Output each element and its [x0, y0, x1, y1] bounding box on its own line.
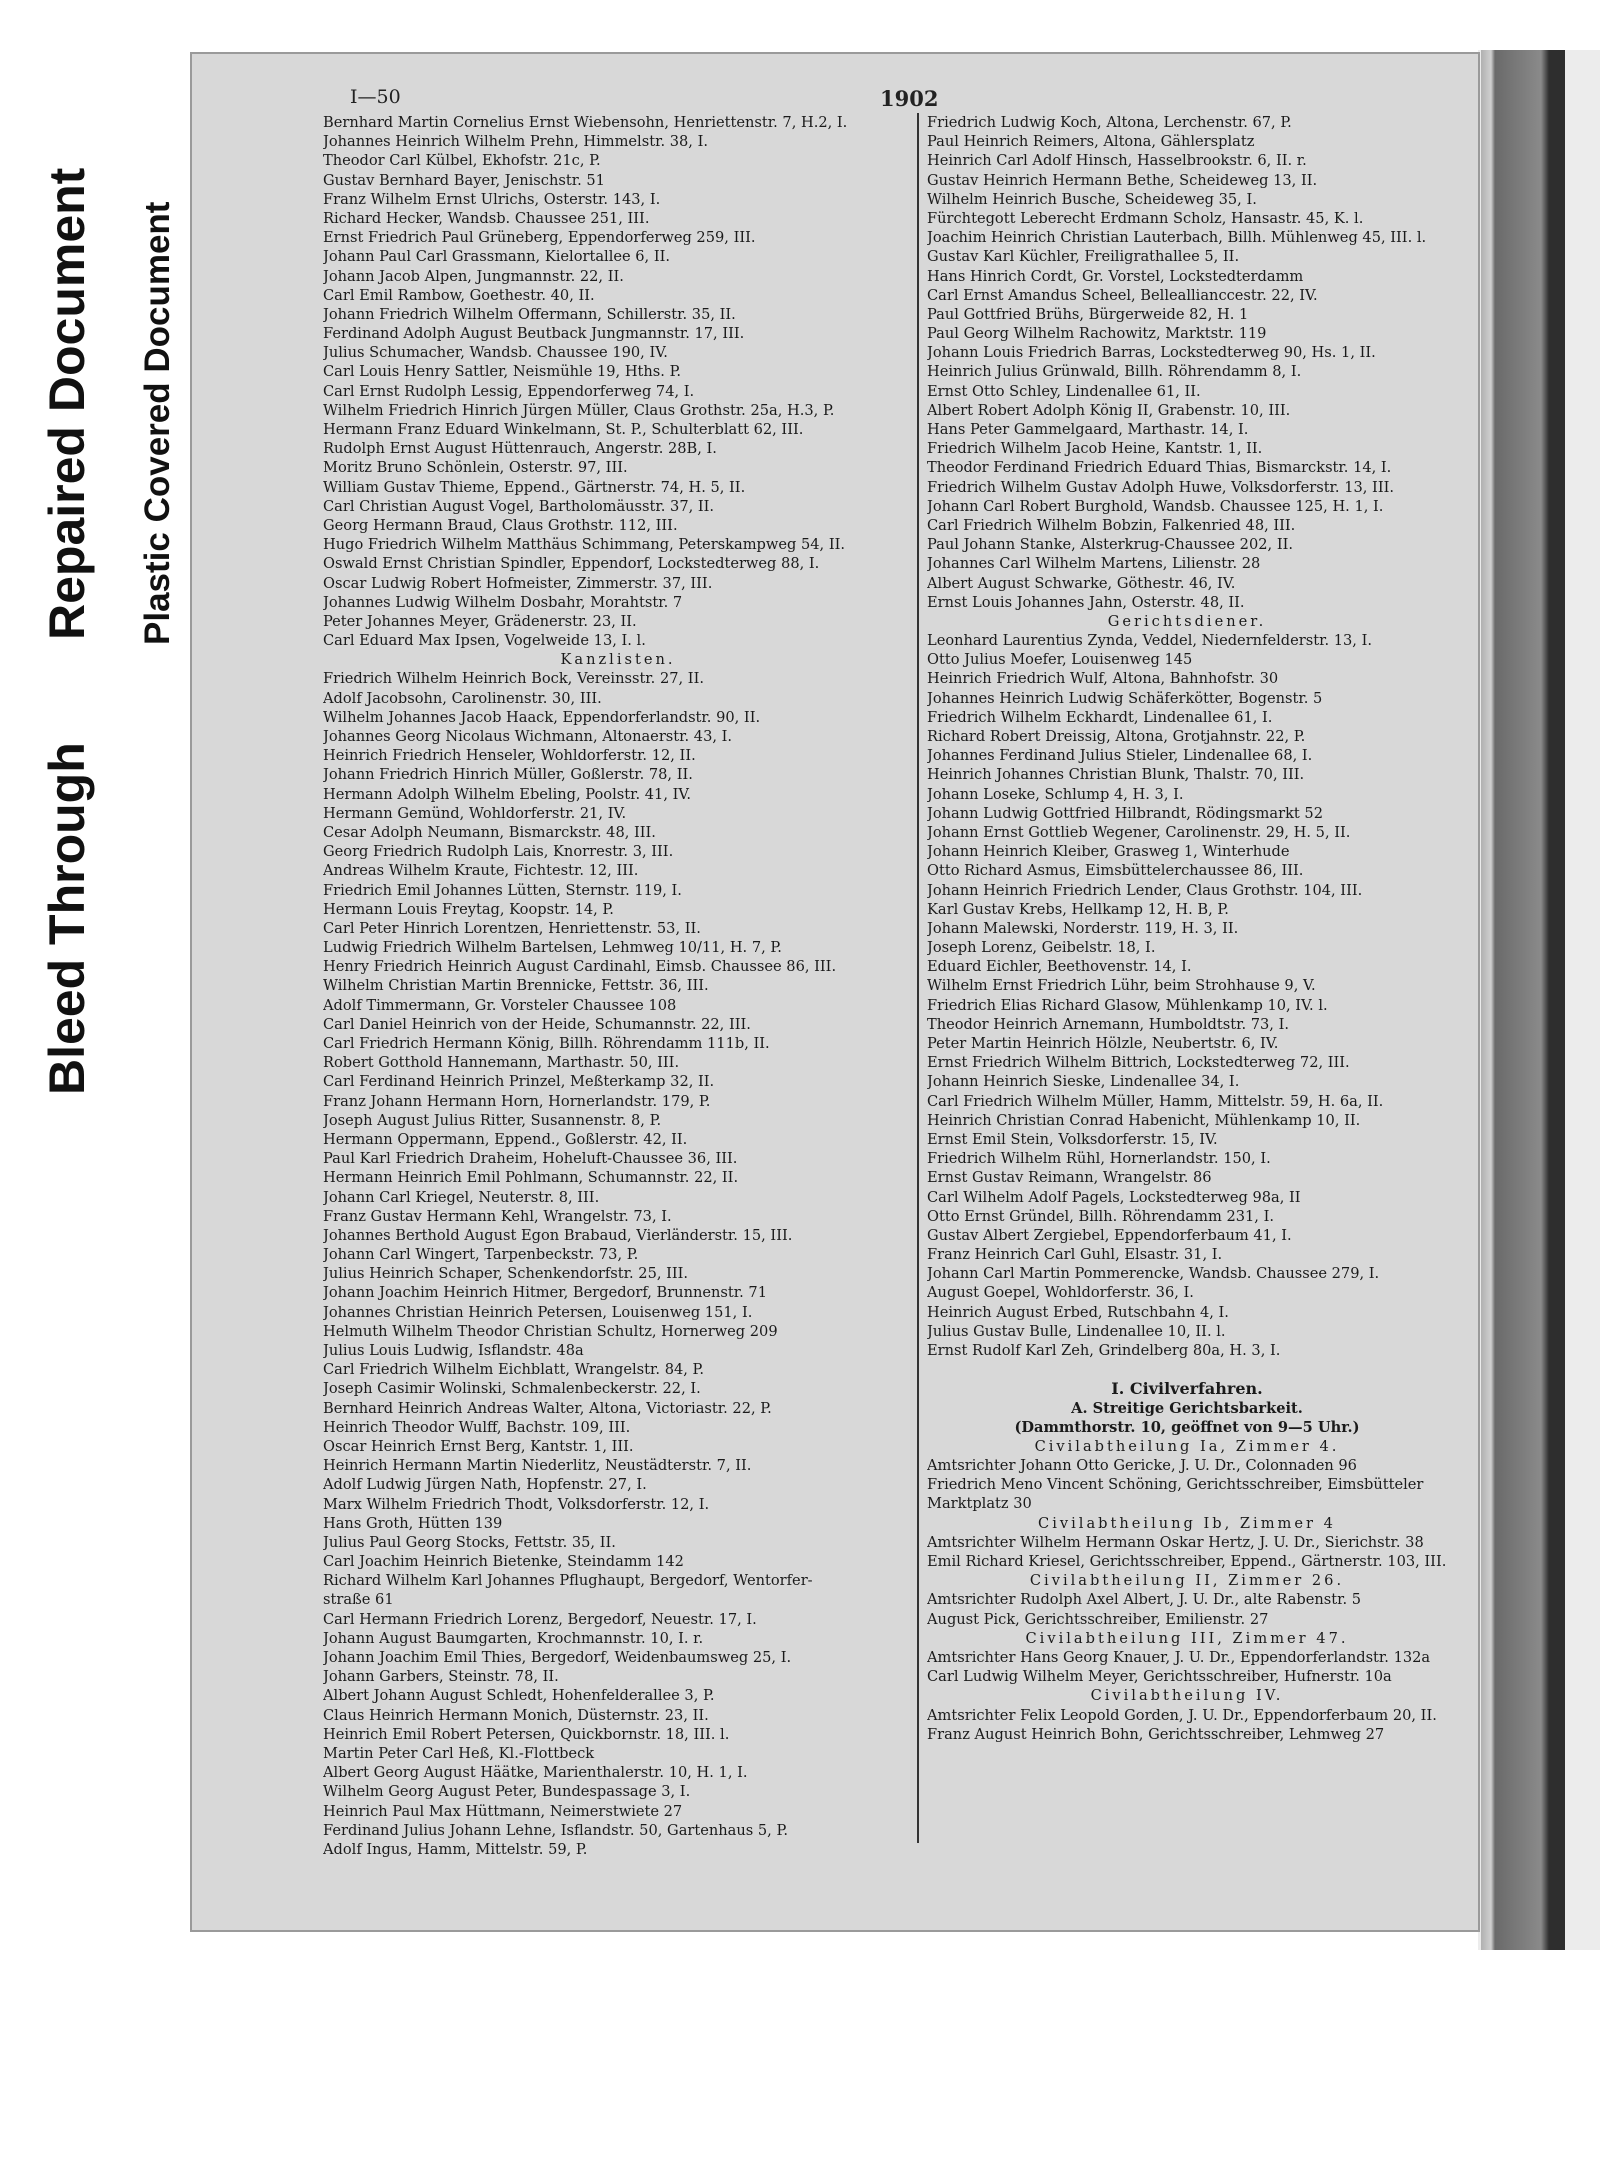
- directory-entry: Joseph August Julius Ritter, Susannenstr. 8, P.: [323, 1111, 662, 1129]
- directory-entry: Peter Johannes Meyer, Grädenerstr. 23, II.: [323, 612, 637, 630]
- directory-entry: Hermann Franz Eduard Winkelmann, St. P., Schulterblatt 62, III.: [323, 421, 804, 438]
- column-divider: [917, 113, 919, 1843]
- directory-entry: Theodor Ferdinand Friedrich Eduard Thias, Bismarckstr. 14, I.: [927, 459, 1392, 477]
- directory-entry: Carl Friedrich Wilhelm Bobzin, Falkenried 48, III.: [927, 516, 1296, 534]
- directory-entry: Oscar Ludwig Robert Hofmeister, Zimmerstr. 37, III.: [323, 574, 713, 592]
- directory-entry: Friedrich Elias Richard Glasow, Mühlenkamp 10, IV. l.: [927, 996, 1328, 1014]
- division-title: Civilabtheilung II, Zimmer 26.: [1029, 1572, 1345, 1590]
- directory-entry: Carl Joachim Heinrich Bietenke, Steindamm 142: [323, 1553, 684, 1571]
- directory-entry: Johann Jacob Alpen, Jungmannstr. 22, II.: [323, 267, 624, 285]
- directory-entry: Hermann Oppermann, Eppend., Goßlerstr. 42, II.: [323, 1130, 688, 1148]
- directory-entry: Julius Schumacher, Wandsb. Chaussee 190, IV.: [323, 344, 668, 362]
- directory-entry: Johannes Ferdinand Julius Stieler, Lindenallee 68, I.: [927, 747, 1313, 765]
- directory-entry: Oscar Heinrich Ernst Berg, Kantstr. 1, III.: [323, 1437, 634, 1455]
- directory-entry: Carl Friedrich Wilhelm Müller, Hamm, Mittelstr. 59, H. 6a, II.: [927, 1092, 1384, 1110]
- directory-entry: Friedrich Wilhelm Rühl, Hornerlandstr. 150, I.: [927, 1150, 1271, 1168]
- directory-entry: Johann Friedrich Hinrich Müller, Goßlerstr. 78, II.: [323, 766, 693, 784]
- directory-entry: Albert Georg August Häätke, Marienthalerstr. 10, H. 1, I.: [323, 1764, 748, 1782]
- directory-entry: Heinrich Carl Adolf Hinsch, Hasselbrookstr. 6, II. r.: [927, 152, 1307, 170]
- directory-entry: Bernhard Martin Cornelius Ernst Wiebensohn, Henriettenstr. 7, H.2, I.: [323, 114, 848, 131]
- directory-entry: Heinrich Hermann Martin Niederlitz, Neustädterstr. 7, II.: [323, 1457, 752, 1475]
- directory-entry: Amtsrichter Johann Otto Gericke, J. U. Dr., Colonnaden 96: [927, 1457, 1357, 1475]
- directory-entry: Johannes Christian Heinrich Petersen, Louisenweg 151, I.: [323, 1303, 753, 1321]
- directory-entry: Heinrich Christian Conrad Habenicht, Mühlenkamp 10, II.: [927, 1111, 1361, 1129]
- directory-entry: Carl Peter Hinrich Lorentzen, Henriettenstr. 53, II.: [323, 919, 701, 937]
- bleed-through-label: Bleed Through: [39, 742, 95, 1095]
- directory-entry: Friedrich Wilhelm Heinrich Bock, Vereinsstr. 27, II.: [323, 670, 704, 688]
- directory-entry: Ferdinand Julius Johann Lehne, Isflandstr. 50, Gartenhaus 5, P.: [323, 1821, 788, 1839]
- directory-entry: Albert August Schwarke, Göthestr. 46, IV.: [927, 574, 1236, 592]
- directory-entry: Ludwig Friedrich Wilhelm Bartelsen, Lehmweg 10/11, H. 7, P.: [323, 939, 782, 957]
- directory-entry: Eduard Eichler, Beethovenstr. 14, I.: [927, 958, 1192, 976]
- directory-entry: Johann Ludwig Gottfried Hilbrandt, Rödingsmarkt 52: [927, 804, 1323, 822]
- section-heading-kanzlisten: Kanzlisten.: [560, 651, 676, 669]
- directory-entry: Johann Heinrich Kleiber, Grasweg 1, Winterhude: [927, 843, 1290, 861]
- directory-entry: Carl Ferdinand Heinrich Prinzel, Meßterkamp 32, II.: [323, 1073, 715, 1091]
- subsection-title: A. Streitige Gerichtsbarkeit.: [1071, 1399, 1303, 1417]
- left-column: [323, 113, 913, 1859]
- directory-entry: Carl Daniel Heinrich von der Heide, Schumannstr. 22, III.: [323, 1015, 751, 1033]
- directory-entry: Johann August Baumgarten, Krochmannstr. 10, I. r.: [323, 1629, 704, 1647]
- directory-entry: Johann Heinrich Friedrich Lender, Claus Grothstr. 104, III.: [927, 881, 1363, 899]
- directory-entry: Robert Gotthold Hannemann, Marthastr. 50, III.: [323, 1054, 680, 1072]
- directory-entry: Hans Peter Gammelgaard, Marthastr. 14, I.: [927, 421, 1249, 438]
- directory-entry: Carl Eduard Max Ipsen, Vogelweide 13, I. l.: [323, 632, 646, 650]
- directory-entry: Ferdinand Adolph August Beutback Jungmannstr. 17, III.: [323, 325, 745, 343]
- directory-entry: Carl Friedrich Hermann König, Billh. Röhrendamm 111b, II.: [323, 1035, 770, 1052]
- directory-entry: Ernst Rudolf Karl Zeh, Grindelberg 80a, H. 3, I.: [927, 1342, 1281, 1359]
- directory-entry: Oswald Ernst Christian Spindler, Eppendorf, Lockstedterweg 88, I.: [323, 555, 820, 573]
- directory-entry: Johannes Heinrich Ludwig Schäferkötter, Bogenstr. 5: [927, 689, 1323, 707]
- directory-entry: Johann Carl Martin Pommerencke, Wandsb. Chaussee 279, I.: [927, 1265, 1380, 1283]
- directory-entry: Hermann Gemünd, Wohldorferstr. 21, IV.: [323, 804, 627, 822]
- directory-entry: Franz Heinrich Carl Guhl, Elsastr. 31, I.: [927, 1246, 1223, 1264]
- directory-entry: Peter Martin Heinrich Hölzle, Neubertstr. 6, IV.: [927, 1035, 1279, 1052]
- directory-entry: Franz August Heinrich Bohn, Gerichtsschreiber, Lehmweg 27: [927, 1725, 1385, 1743]
- directory-entry: August Pick, Gerichtsschreiber, Emilienstr. 27: [927, 1610, 1269, 1628]
- directory-entry: Franz Johann Hermann Horn, Hornerlandstr. 179, P.: [323, 1092, 711, 1110]
- directory-entry: Heinrich August Erbed, Rutschbahn 4, I.: [927, 1303, 1229, 1321]
- directory-entry: Johannes Georg Nicolaus Wichmann, Altonaerstr. 43, I.: [323, 728, 733, 745]
- directory-entry: Amtsrichter Felix Leopold Gorden, J. U. Dr., Eppendorferbaum 20, II.: [927, 1706, 1437, 1724]
- directory-entry: Carl Ernst Amandus Scheel, Belleallianccestr. 22, IV.: [927, 286, 1318, 304]
- directory-entry: Otto Julius Moefer, Louisenweg 145: [927, 651, 1193, 669]
- page-year: 1902: [880, 86, 939, 111]
- directory-entry: Friedrich Wilhelm Jacob Heine, Kantstr. 1, II.: [927, 440, 1263, 458]
- directory-entry: Wilhelm Georg August Peter, Bundespassage 3, I.: [323, 1783, 691, 1801]
- directory-entry: Hans Groth, Hütten 139: [323, 1514, 503, 1532]
- directory-entry: Richard Wilhelm Karl Johannes Pflughaupt, Bergedorf, Wentorfer-: [323, 1572, 813, 1590]
- directory-entry: Johannes Carl Wilhelm Martens, Lilienstr. 28: [927, 555, 1261, 573]
- division-title: Civilabtheilung Ia, Zimmer 4.: [1034, 1437, 1340, 1455]
- directory-entry: Joachim Heinrich Christian Lauterbach, Billh. Mühlenweg 45, III. l.: [927, 229, 1427, 247]
- directory-entry: Friedrich Meno Vincent Schöning, Gerichtsschreiber, Eimsbütteler: [927, 1476, 1424, 1494]
- directory-entry: Carl Emil Rambow, Goethestr. 40, II.: [323, 286, 595, 304]
- directory-entry: Paul Gottfried Brühs, Bürgerweide 82, H. 1: [927, 305, 1249, 323]
- directory-entry: Johann Friedrich Wilhelm Offermann, Schillerstr. 35, II.: [323, 305, 736, 323]
- directory-entry: Karl Gustav Krebs, Hellkamp 12, H. B, P.: [927, 900, 1229, 918]
- directory-entry: Carl Ludwig Wilhelm Meyer, Gerichtsschreiber, Hufnerstr. 10a: [927, 1668, 1392, 1686]
- section-heading-gerichtsdiener: Gerichtsdiener.: [1107, 612, 1267, 630]
- directory-entry: Leonhard Laurentius Zynda, Veddel, Niedernfelderstr. 13, I.: [927, 632, 1372, 650]
- directory-entry: Adolf Jacobsohn, Carolinenstr. 30, III.: [323, 689, 602, 707]
- directory-entry: Marktplatz 30: [927, 1495, 1032, 1513]
- directory-entry: Wilhelm Friedrich Hinrich Jürgen Müller, Claus Grothstr. 25a, H.3, P.: [323, 401, 835, 419]
- directory-entry: Joseph Lorenz, Geibelstr. 18, I.: [927, 939, 1156, 957]
- directory-entry: Julius Louis Ludwig, Isflandstr. 48a: [323, 1342, 584, 1359]
- directory-entry: Julius Heinrich Schaper, Schenkendorfstr. 25, III.: [323, 1265, 689, 1283]
- directory-entry: Friedrich Wilhelm Eckhardt, Lindenallee 61, I.: [927, 708, 1273, 726]
- directory-entry: Helmuth Wilhelm Theodor Christian Schultz, Hornerweg 209: [323, 1322, 778, 1340]
- repaired-document-label: Repaired Document: [39, 167, 95, 640]
- page-number: I—50: [350, 86, 401, 108]
- directory-entry: Cesar Adolph Neumann, Bismarckstr. 48, III.: [323, 823, 656, 841]
- directory-entry: Otto Richard Asmus, Eimsbüttelerchaussee 86, III.: [927, 862, 1304, 880]
- division-title: Civilabtheilung IV.: [1090, 1687, 1284, 1705]
- directory-entry: Theodor Carl Külbel, Ekhofstr. 21c, P.: [323, 152, 601, 170]
- directory-entry: Marx Wilhelm Friedrich Thodt, Volksdorferstr. 12, I.: [323, 1495, 710, 1513]
- directory-entry: Carl Louis Henry Sattler, Neismühle 19, Hths. P.: [323, 363, 682, 381]
- directory-entry: Wilhelm Johannes Jacob Haack, Eppendorferlandstr. 90, II.: [323, 708, 761, 726]
- directory-entry: Ernst Friedrich Wilhelm Bittrich, Lockstedterweg 72, III.: [927, 1054, 1350, 1072]
- directory-entry: Paul Karl Friedrich Draheim, Hoheluft-Chaussee 36, III.: [323, 1150, 738, 1168]
- directory-entry: Johann Carl Robert Burghold, Wandsb. Chaussee 125, H. 1, I.: [927, 497, 1384, 515]
- directory-entry: Franz Wilhelm Ernst Ulrichs, Osterstr. 143, I.: [323, 190, 661, 208]
- directory-entry: Gustav Albert Zergiebel, Eppendorferbaum 41, I.: [927, 1226, 1292, 1244]
- plastic-covered-label: Plastic Covered Document: [138, 201, 177, 645]
- directory-entry: Julius Gustav Bulle, Lindenallee 10, II. l.: [927, 1322, 1226, 1340]
- directory-entry: Moritz Bruno Schönlein, Osterstr. 97, III.: [323, 459, 628, 477]
- directory-entry: Johann Ernst Gottlieb Wegener, Carolinenstr. 29, H. 5, II.: [927, 823, 1351, 841]
- directory-entry: Johannes Heinrich Wilhelm Prehn, Himmelstr. 38, I.: [323, 133, 708, 151]
- directory-entry: Johann Carl Wingert, Tarpenbeckstr. 73, P.: [323, 1246, 639, 1264]
- directory-entry: Heinrich Friedrich Wulf, Altona, Bahnhofstr. 30: [927, 670, 1279, 688]
- division-title: Civilabtheilung Ib, Zimmer 4: [1038, 1514, 1336, 1532]
- directory-entry: Johann Paul Carl Grassmann, Kielortallee 6, II.: [323, 248, 671, 266]
- directory-entry: Johannes Berthold August Egon Brabaud, Vierländerstr. 15, III.: [323, 1226, 793, 1244]
- directory-entry: Martin Peter Carl Heß, Kl.-Flottbeck: [323, 1744, 595, 1762]
- directory-entry: Adolf Ludwig Jürgen Nath, Hopfenstr. 27, I.: [323, 1476, 647, 1494]
- directory-entry: Carl Friedrich Wilhelm Eichblatt, Wrangelstr. 84, P.: [323, 1361, 705, 1379]
- directory-entry: Adolf Ingus, Hamm, Mittelstr. 59, P.: [323, 1840, 588, 1858]
- directory-entry: Hermann Heinrich Emil Pohlmann, Schumannstr. 22, II.: [323, 1169, 739, 1187]
- directory-entry: Wilhelm Ernst Friedrich Lühr, beim Strohhause 9, V.: [927, 977, 1316, 995]
- directory-entry: Otto Ernst Gründel, Billh. Röhrendamm 231, I.: [927, 1207, 1274, 1225]
- directory-entry: Johann Joachim Emil Thies, Bergedorf, Weidenbaumsweg 25, I.: [323, 1649, 792, 1666]
- directory-entry: Johannes Ludwig Wilhelm Dosbahr, Morahtstr. 7: [323, 593, 683, 611]
- directory-entry: Carl Ernst Rudolph Lessig, Eppendorferweg 74, I.: [323, 382, 695, 400]
- directory-entry: Adolf Timmermann, Gr. Vorsteler Chaussee 108: [323, 996, 677, 1014]
- directory-entry: Bernhard Heinrich Andreas Walter, Altona, Victoriastr. 22, P.: [323, 1399, 772, 1417]
- directory-entry: Fürchtegott Leberecht Erdmann Scholz, Hansastr. 45, K. l.: [927, 209, 1364, 227]
- directory-entry: Wilhelm Heinrich Busche, Scheideweg 35, I.: [927, 190, 1257, 208]
- directory-entry: Heinrich Emil Robert Petersen, Quickbornstr. 18, III. l.: [323, 1725, 730, 1743]
- directory-entry: William Gustav Thieme, Eppend., Gärtnerstr. 74, H. 5, II.: [323, 478, 746, 496]
- directory-entry: Heinrich Paul Max Hüttmann, Neimerstwiete 27: [323, 1802, 683, 1820]
- directory-entry: Amtsrichter Wilhelm Hermann Oskar Hertz, J. U. Dr., Sierichstr. 38: [927, 1533, 1424, 1551]
- directory-entry: Johann Garbers, Steinstr. 78, II.: [323, 1668, 559, 1686]
- directory-entry: Johann Heinrich Sieske, Lindenallee 34, I.: [927, 1073, 1240, 1091]
- directory-entry: Johann Joachim Heinrich Hitmer, Bergedorf, Brunnenstr. 71: [323, 1284, 767, 1302]
- directory-entry: August Goepel, Wohldorferstr. 36, I.: [927, 1284, 1194, 1302]
- directory-entry: Heinrich Johannes Christian Blunk, Thalstr. 70, III.: [927, 766, 1305, 784]
- directory-entry: Gustav Karl Küchler, Freiligrathallee 5, II.: [927, 248, 1240, 266]
- directory-entry: Julius Paul Georg Stocks, Fettstr. 35, II.: [323, 1533, 616, 1551]
- directory-entry: Friedrich Wilhelm Gustav Adolph Huwe, Volksdorferstr. 13, III.: [927, 478, 1394, 496]
- directory-entry: Carl Wilhelm Adolf Pagels, Lockstedterweg 98a, II: [927, 1188, 1301, 1206]
- directory-entry: Amtsrichter Hans Georg Knauer, J. U. Dr., Eppendorferlandstr. 132a: [927, 1648, 1431, 1666]
- directory-entry: Hugo Friedrich Wilhelm Matthäus Schimmang, Peterskampweg 54, II.: [323, 536, 846, 554]
- directory-entry: Johann Malewski, Norderstr. 119, H. 3, II.: [927, 919, 1239, 937]
- directory-entry: Amtsrichter Rudolph Axel Albert, J. U. Dr., alte Rabenstr. 5: [927, 1591, 1362, 1609]
- directory-entry: Heinrich Julius Grünwald, Billh. Röhrendamm 8, I.: [927, 363, 1302, 381]
- directory-entry: Johann Louis Friedrich Barras, Lockstedterweg 90, Hs. 1, II.: [927, 344, 1376, 362]
- directory-entry: Joseph Casimir Wolinski, Schmalenbeckerstr. 22, I.: [323, 1380, 701, 1398]
- directory-entry: Ernst Louis Johannes Jahn, Osterstr. 48, II.: [927, 593, 1245, 611]
- directory-entry: Paul Johann Stanke, Alsterkrug-Chaussee 202, II.: [927, 536, 1293, 554]
- division-title: Civilabtheilung III, Zimmer 47.: [1025, 1629, 1349, 1647]
- directory-entry: Hermann Louis Freytag, Koopstr. 14, P.: [323, 900, 614, 918]
- directory-entry: Paul Georg Wilhelm Rachowitz, Marktstr. 119: [927, 325, 1267, 343]
- directory-entry: Georg Friedrich Rudolph Lais, Knorrestr. 3, III.: [323, 843, 674, 861]
- directory-entry: Claus Heinrich Hermann Monich, Düsternstr. 23, II.: [323, 1706, 709, 1724]
- directory-entry: Theodor Heinrich Arnemann, Humboldtstr. 73, I.: [927, 1015, 1289, 1033]
- directory-entry: Ernst Emil Stein, Volksdorferstr. 15, IV.: [927, 1130, 1218, 1148]
- directory-entry: Emil Richard Kriesel, Gerichtsschreiber, Eppend., Gärtnerstr. 103, III.: [927, 1553, 1447, 1571]
- section-title: I. Civilverfahren.: [1111, 1379, 1263, 1399]
- directory-entry: Friedrich Ludwig Koch, Altona, Lerchenstr. 67, P.: [927, 114, 1292, 131]
- directory-entry: Friedrich Emil Johannes Lütten, Sternstr. 119, I.: [323, 881, 682, 899]
- directory-entry: Ernst Gustav Reimann, Wrangelstr. 86: [927, 1169, 1212, 1187]
- directory-entry: Johann Loseke, Schlump 4, H. 3, I.: [927, 785, 1184, 803]
- directory-entry: Richard Hecker, Wandsb. Chaussee 251, III.: [323, 209, 650, 227]
- directory-entry: Henry Friedrich Heinrich August Cardinahl, Eimsb. Chaussee 86, III.: [323, 958, 837, 976]
- directory-entry: straße 61: [323, 1591, 394, 1609]
- directory-entry: Albert Robert Adolph König II, Grabenstr. 10, III.: [927, 401, 1291, 419]
- directory-entry: Georg Hermann Braud, Claus Grothstr. 112, III.: [323, 516, 678, 534]
- directory-entry: Ernst Friedrich Paul Grüneberg, Eppendorferweg 259, III.: [323, 229, 756, 247]
- directory-entry: Hans Hinrich Cordt, Gr. Vorstel, Lockstedterdamm: [927, 267, 1304, 285]
- directory-entry: Heinrich Theodor Wulff, Bachstr. 109, III.: [323, 1418, 631, 1436]
- directory-entry: Heinrich Friedrich Henseler, Wohldorferstr. 12, II.: [323, 747, 696, 765]
- directory-entry: Gustav Heinrich Hermann Bethe, Scheideweg 13, II.: [927, 171, 1318, 189]
- directory-entry: Carl Hermann Friedrich Lorenz, Bergedorf, Neuestr. 17, I.: [323, 1610, 757, 1628]
- directory-entry: Paul Heinrich Reimers, Altona, Gählersplatz: [927, 133, 1255, 151]
- directory-entry: Albert Johann August Schledt, Hohenfelderallee 3, P.: [323, 1687, 715, 1705]
- directory-entry: Ernst Otto Schley, Lindenallee 61, II.: [927, 382, 1201, 400]
- scan-binding-shadow: [1481, 50, 1565, 1950]
- directory-entry: Franz Gustav Hermann Kehl, Wrangelstr. 73, I.: [323, 1207, 672, 1225]
- address-line: (Dammthorstr. 10, geöffnet von 9—5 Uhr.): [1014, 1418, 1360, 1436]
- directory-entry: Rudolph Ernst August Hüttenrauch, Angerstr. 28B, I.: [323, 440, 717, 458]
- directory-entry: Andreas Wilhelm Kraute, Fichtestr. 12, III.: [323, 862, 639, 880]
- directory-entry: Johann Carl Kriegel, Neuterstr. 8, III.: [323, 1188, 600, 1206]
- spacer: [927, 1360, 1447, 1379]
- directory-entry: Hermann Adolph Wilhelm Ebeling, Poolstr. 41, IV.: [323, 785, 691, 803]
- directory-entry: Gustav Bernhard Bayer, Jenischstr. 51: [323, 171, 605, 189]
- directory-entry: Wilhelm Christian Martin Brennicke, Fettstr. 36, III.: [323, 977, 709, 995]
- right-column: [927, 113, 1447, 1744]
- directory-entry: Richard Robert Dreissig, Altona, Grotjahnstr. 22, P.: [927, 728, 1306, 745]
- directory-entry: Carl Christian August Vogel, Bartholomäusstr. 37, II.: [323, 497, 715, 515]
